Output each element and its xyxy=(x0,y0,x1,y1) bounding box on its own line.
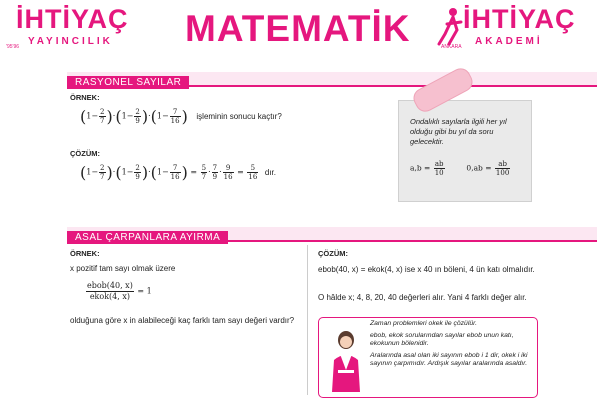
example-label-2: ÖRNEK: xyxy=(70,249,100,258)
logo-left-tiny: '95'96 xyxy=(6,44,20,50)
section-heading-asal xyxy=(67,227,597,242)
given-text: x pozitif tam sayı olmak üzere xyxy=(70,264,176,273)
logo-left-main: İHTİYAÇ xyxy=(16,4,129,34)
note-text: Ondalıklı sayılarla ilgili her yıl olduğu gibi bu yıl da soru gelecektir. xyxy=(410,117,507,146)
solution-line-2: O hâlde x; 4, 8, 20, 40 değerleri alır. Yani 4 farklı değer alır. xyxy=(318,293,527,302)
example-label: ÖRNEK: xyxy=(70,93,100,102)
solution-line-1: ebob(40, x) = ekok(4, x) ise x 40 ın böleni, 4 ün katı olmalıdır. xyxy=(318,265,535,274)
question-text: olduğuna göre x in alabileceği kaç farklı tam sayı değeri vardır? xyxy=(70,316,295,325)
section-heading-label: ASAL ÇARPANLARA AYIRMA xyxy=(67,231,228,244)
section-heading-label: RASYONEL SAYILAR xyxy=(67,76,189,89)
solution-label-2: ÇÖZÜM: xyxy=(318,249,348,258)
solution-label: ÇÖZÜM: xyxy=(70,149,100,158)
tip-line-2: ebob, ekok sorularından sayılar ebob unun katı, ekokunun bölenidir. xyxy=(370,331,514,347)
note-formulas: a,b = $\frac{ab}{10}$ 0,ab = $\frac{ab}{100}$ xyxy=(410,160,510,177)
publisher-logo-right xyxy=(435,4,595,50)
teacher-figure-icon xyxy=(326,330,366,394)
tip-line-3: Aralarında asal olan iki sayının ebob i 1 dir, okek i iki sayının çarpımıdır. Ardışık sayılar aralarında asaldır. xyxy=(370,351,528,367)
tip-text xyxy=(370,320,532,369)
academy-figure-icon xyxy=(435,6,465,46)
given-equation: $\frac{\text{ebob(40, x)}}{\text{ekok(4, x)}}$ = 1 xyxy=(87,281,152,301)
publisher-logo-left xyxy=(6,4,156,50)
logo-right-tiny: ANKARA xyxy=(441,44,462,50)
logo-right-sub: AKADEMİ xyxy=(475,36,543,47)
logo-left-sub: YAYINCILIK xyxy=(28,36,113,47)
tip-line-1: Zaman problemleri okek ile çözülür. xyxy=(370,320,478,327)
logo-right-main: İHTİYAÇ xyxy=(463,4,576,34)
solution-expression: (1− $\frac{2}{7}$ )·(1− $\frac{2}{9}$ )·(1− $\frac{7}{16}$ ) = $\frac{5}{7}$ · $\frac{7}{9}$ · $\frac{9}{16}$ = $\frac{5}{16}$ dır. xyxy=(80,163,276,182)
question-expression: (1− $\frac{2}{7}$ )·(1− $\frac{2}{9}$ )·(1− $\frac{7}{16}$ ) işleminin sonucu kaçtır? xyxy=(80,107,282,126)
section-heading-rasyonel xyxy=(67,72,597,87)
note-card xyxy=(398,100,532,202)
column-divider xyxy=(307,245,308,395)
page-title: MATEMATİK xyxy=(185,8,411,49)
